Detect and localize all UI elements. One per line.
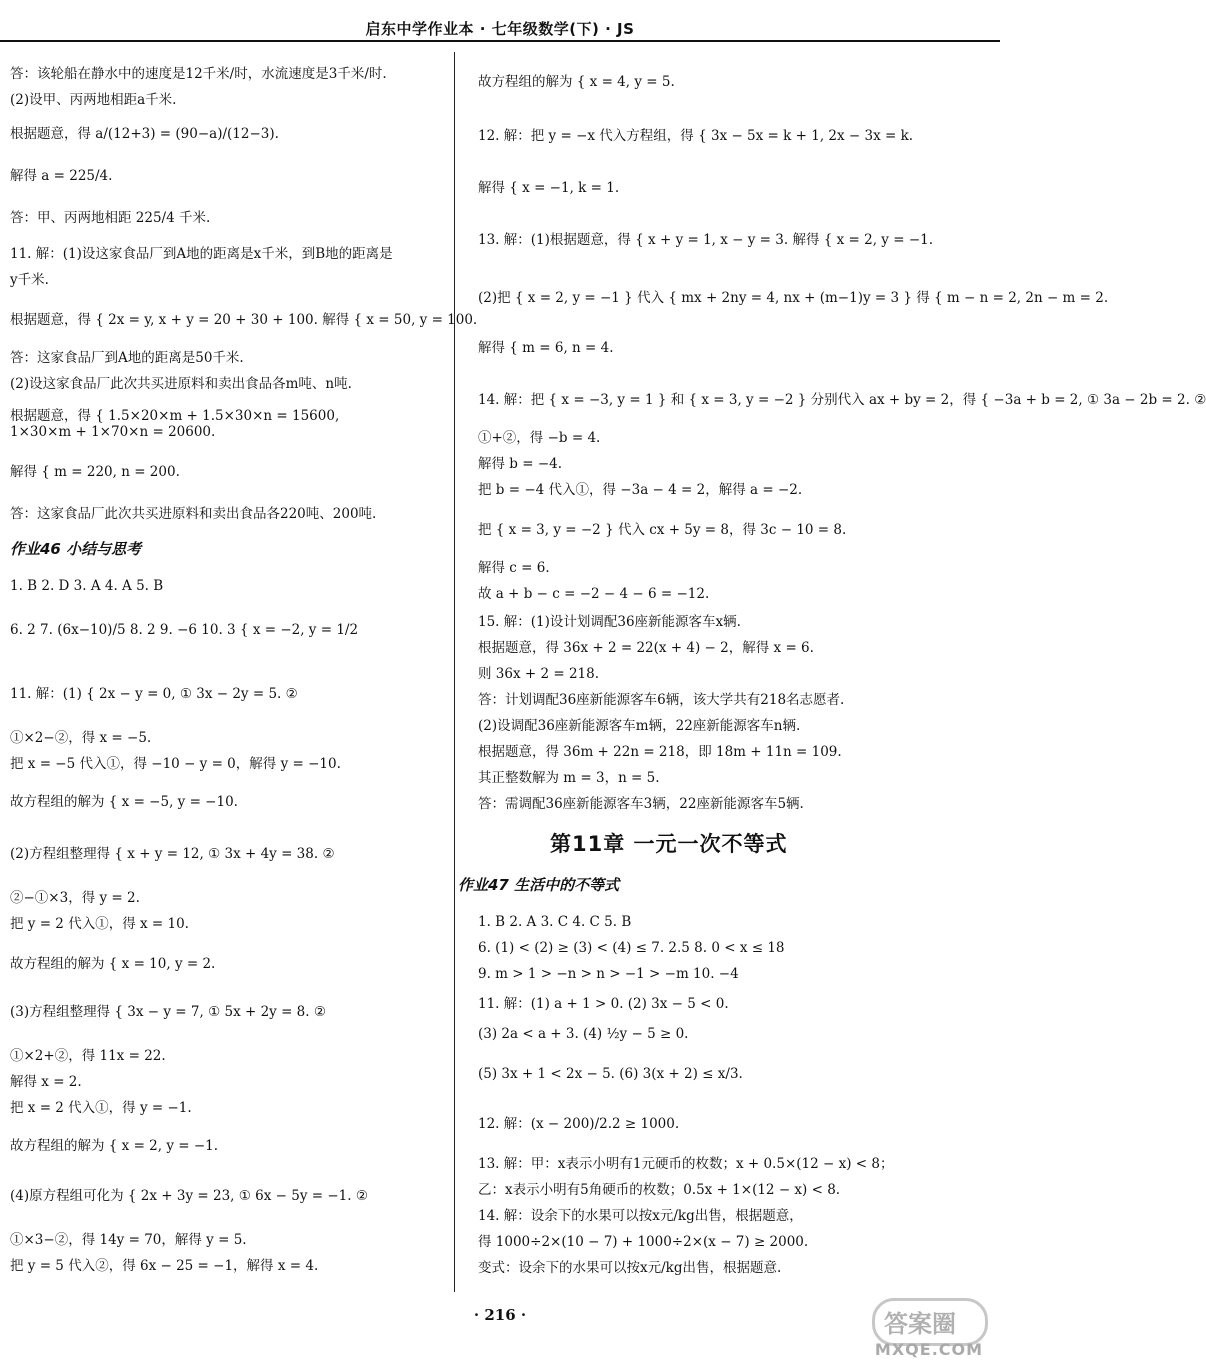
- right-line-35: 变式：设余下的水果可以按x元/kg出售，根据题意.: [478, 1260, 782, 1276]
- right-line-16: 则 36x + 2 = 218.: [478, 666, 600, 682]
- watermark-glyphs: 答案圈: [884, 1310, 956, 1338]
- left-line-11: 根据题意，得 { 1.5×20×m + 1.5×30×n = 15600,: [10, 408, 340, 424]
- left-line-23: ②−①×3，得 y = 2.: [10, 890, 140, 906]
- left-line-13: 解得 { m = 220, n = 200.: [10, 464, 180, 480]
- page-number: · 216 ·: [473, 1306, 527, 1324]
- left-line-29: 把 x = 2 代入①，得 y = −1.: [10, 1100, 192, 1116]
- right-line-33: 14. 解：设余下的水果可以按x元/kg出售，根据题意，: [478, 1208, 803, 1224]
- left-line-3: 根据题意，得 a/(12+3) = (90−a)/(12−3).: [10, 126, 279, 142]
- right-line-28: (3) 2a < a + 3. (4) ½y − 5 ≥ 0.: [478, 1026, 689, 1042]
- right-line-13: 故 a + b − c = −2 − 4 − 6 = −12.: [478, 586, 710, 602]
- left-line-2: (2)设甲、丙两地相距a千米.: [10, 92, 177, 108]
- left-line-25: 故方程组的解为 { x = 10, y = 2.: [10, 956, 216, 972]
- right-line-26: 9. m > 1 > −n > n > −1 > −m 10. −4: [478, 966, 739, 982]
- left-line-30: 故方程组的解为 { x = 2, y = −1.: [10, 1138, 219, 1154]
- right-line-7: 14. 解：把 { x = −3, y = 1 } 和 { x = 3, y = −2 } 分别代入 ax + by = 2，得 { −3a + b = 2, ① 3a − 2b = 2. ②: [478, 392, 1206, 408]
- right-line-27: 11. 解：(1) a + 1 > 0. (2) 3x − 5 < 0.: [478, 996, 729, 1012]
- right-line-34: 得 1000÷2×(10 − 7) + 1000÷2×(x − 7) ≥ 2000.: [478, 1234, 809, 1250]
- right-line-8: ①+②，得 −b = 4.: [478, 430, 601, 446]
- left-line-20: 把 x = −5 代入①，得 −10 − y = 0，解得 y = −10.: [10, 756, 341, 772]
- right-line-14: 15. 解：(1)设计划调配36座新能源客车x辆.: [478, 614, 741, 630]
- right-line-4: 13. 解：(1)根据题意，得 { x + y = 1, x − y = 3. 解得 { x = 2, y = −1.: [478, 232, 934, 248]
- left-line-1: 答：该轮船在静水中的速度是12千米/时，水流速度是3千米/时.: [10, 66, 387, 82]
- left-line-10: (2)设这家食品厂此次共买进原料和卖出食品各m吨、n吨.: [10, 376, 352, 392]
- right-line-21: 答：需调配36座新能源客车3辆，22座新能源客车5辆.: [478, 796, 804, 812]
- right-line-32: 乙：x表示小明有5角硬币的枚数；0.5x + 1×(12 − x) < 8.: [478, 1182, 841, 1198]
- left-line-27: ①×2+②，得 11x = 22.: [10, 1048, 166, 1064]
- left-line-6: 11. 解：(1)设这家食品厂到A地的距离是x千米，到B地的距离是: [10, 246, 393, 262]
- right-line-2: 12. 解：把 y = −x 代入方程组，得 { 3x − 5x = k + 1, 2x − 3x = k.: [478, 128, 914, 144]
- right-line-12: 解得 c = 6.: [478, 560, 550, 576]
- right-line-19: 根据题意，得 36m + 22n = 218，即 18m + 11n = 109.: [478, 744, 842, 760]
- section-heading-46: 作业46 小结与思考: [10, 540, 142, 558]
- right-line-9: 解得 b = −4.: [478, 456, 563, 472]
- left-line-14: 答：这家食品厂此次共买进原料和卖出食品各220吨、200吨.: [10, 506, 377, 522]
- left-line-26: (3)方程组整理得 { 3x − y = 7, ① 5x + 2y = 8. ②: [10, 1004, 326, 1020]
- left-line-31: (4)原方程组可化为 { 2x + 3y = 23, ① 6x − 5y = −1. ②: [10, 1188, 368, 1204]
- page-header: [0, 0, 1000, 42]
- left-line-8: 根据题意，得 { 2x = y, x + y = 20 + 30 + 100. 解得 { x = 50, y = 100.: [10, 312, 478, 328]
- watermark-logo: [864, 1298, 994, 1362]
- left-line-21: 故方程组的解为 { x = −5, y = −10.: [10, 794, 238, 810]
- column-divider: [454, 52, 455, 1292]
- right-line-15: 根据题意，得 36x + 2 = 22(x + 4) − 2，解得 x = 6.: [478, 640, 814, 656]
- right-line-5: (2)把 { x = 2, y = −1 } 代入 { mx + 2ny = 4, nx + (m−1)y = 3 } 得 { m − n = 2, 2n − m = 2.: [478, 290, 1109, 306]
- right-line-18: (2)设调配36座新能源客车m辆，22座新能源客车n辆.: [478, 718, 801, 734]
- left-line-17: 6. 2 7. (6x−10)/5 8. 2 9. −6 10. 3 { x = −2, y = 1/2: [10, 622, 359, 638]
- left-line-28: 解得 x = 2.: [10, 1074, 82, 1090]
- chapter-heading-11: 第11章 一元一次不等式: [550, 832, 788, 856]
- right-line-25: 6. (1) < (2) ≥ (3) < (4) ≤ 7. 2.5 8. 0 < x ≤ 18: [478, 940, 785, 956]
- left-line-5: 答：甲、丙两地相距 225/4 千米.: [10, 210, 211, 226]
- left-line-32: ①×3−②，得 14y = 70，解得 y = 5.: [10, 1232, 247, 1248]
- left-line-19: ①×2−②，得 x = −5.: [10, 730, 152, 746]
- right-line-6: 解得 { m = 6, n = 4.: [478, 340, 614, 356]
- left-line-4: 解得 a = 225/4.: [10, 168, 113, 184]
- right-line-11: 把 { x = 3, y = −2 } 代入 cx + 5y = 8，得 3c − 10 = 8.: [478, 522, 847, 538]
- right-line-3: 解得 { x = −1, k = 1.: [478, 180, 620, 196]
- right-line-1: 故方程组的解为 { x = 4, y = 5.: [478, 74, 675, 90]
- right-line-30: 12. 解：(x − 200)/2.2 ≥ 1000.: [478, 1116, 680, 1132]
- section-heading-47: 作业47 生活中的不等式: [458, 876, 620, 894]
- right-line-17: 答：计划调配36座新能源客车6辆，该大学共有218名志愿者.: [478, 692, 845, 708]
- left-line-24: 把 y = 2 代入①，得 x = 10.: [10, 916, 189, 932]
- left-line-33: 把 y = 5 代入②，得 6x − 25 = −1，解得 x = 4.: [10, 1258, 319, 1274]
- header-title: 启东中学作业本 · 七年级数学(下) · JS: [365, 20, 635, 38]
- right-line-20: 其正整数解为 m = 3，n = 5.: [478, 770, 660, 786]
- left-line-16: 1. B 2. D 3. A 4. A 5. B: [10, 578, 164, 594]
- right-line-10: 把 b = −4 代入①，得 −3a − 4 = 2，解得 a = −2.: [478, 482, 803, 498]
- right-line-29: (5) 3x + 1 < 2x − 5. (6) 3(x + 2) ≤ x/3.: [478, 1066, 743, 1082]
- left-line-9: 答：这家食品厂到A地的距离是50千米.: [10, 350, 244, 366]
- left-line-22: (2)方程组整理得 { x + y = 12, ① 3x + 4y = 38. ②: [10, 846, 335, 862]
- left-line-18: 11. 解：(1) { 2x − y = 0, ① 3x − 2y = 5. ②: [10, 686, 298, 702]
- right-line-24: 1. B 2. A 3. C 4. C 5. B: [478, 914, 632, 930]
- left-line-7: y千米.: [10, 272, 49, 288]
- watermark-text: MXQE.COM: [874, 1340, 984, 1359]
- left-line-12: 1×30×m + 1×70×n = 20600.: [10, 424, 216, 440]
- right-line-31: 13. 解：甲：x表示小明有1元硬币的枚数；x + 0.5×(12 − x) < 8；: [478, 1156, 894, 1172]
